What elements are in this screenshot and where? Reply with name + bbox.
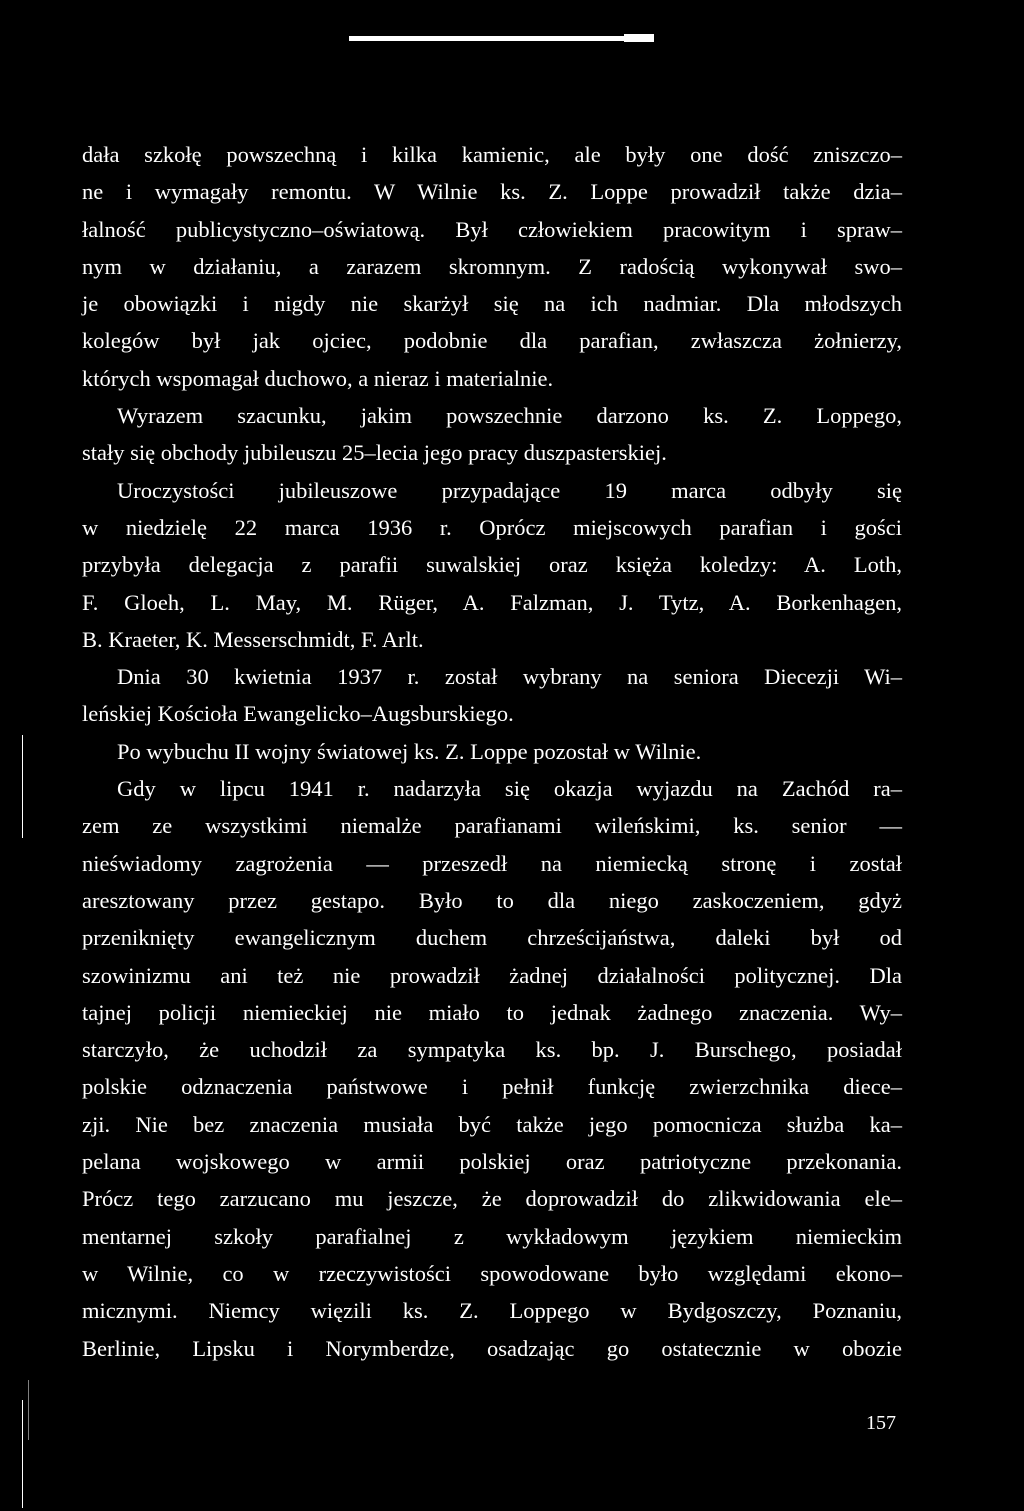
page-number: 157 [866, 1412, 896, 1434]
text-line: dała szkołę powszechną i kilka kamienic, ale były one dość zniszczo– [82, 142, 902, 167]
text-line: F. Gloeh, L. May, M. Rüger, A. Falzman, J. Tytz, A. Borkenhagen, [82, 589, 902, 615]
text-line: Dnia 30 kwietnia 1937 r. został wybrany na seniora Diecezji Wi– [117, 664, 902, 690]
text-line: pelana wojskowego w armii polskiej oraz patriotyczne przekonania. [82, 1149, 902, 1175]
top-rule [349, 36, 654, 41]
text-line: stały się obchody jubileuszu 25–lecia jego pracy duszpasterskiej. [82, 440, 667, 466]
text-line: Wyrazem szacunku, jakim powszechnie darzono ks. Z. Loppego, [117, 403, 902, 429]
text-line: mentarnej szkoły parafialnej z wykładowym językiem niemieckim [82, 1223, 902, 1249]
text-line: Gdy w lipcu 1941 r. nadarzyła się okazja wyjazdu na Zachód ra– [117, 776, 902, 802]
text-line: tajnej policji niemieckiej nie miało to jednak żadnego znaczenia. Wy– [82, 999, 902, 1025]
scan-edge-mark [22, 735, 23, 838]
scan-edge-mark [22, 1400, 23, 1508]
text-line: leńskiej Kościoła Ewangelicko–Augsburskiego. [82, 701, 514, 727]
text-line: Prócz tego zarzucano mu jeszcze, że doprowadził do zlikwidowania ele– [82, 1186, 902, 1212]
text-line: kolegów był jak ojciec, podobnie dla parafian, zwłaszcza żołnierzy, [82, 328, 902, 354]
text-line: przeniknięty ewangelicznym duchem chrześcijaństwa, daleki był od [82, 925, 902, 951]
text-line: ne i wymagały remontu. W Wilnie ks. Z. Loppe prowadził także dzia– [82, 179, 902, 205]
text-line: Po wybuchu II wojny światowej ks. Z. Loppe pozostał w Wilnie. [117, 738, 702, 764]
text-line: Berlinie, Lipsku i Norymberdze, osadzając go ostatecznie w obozie [82, 1335, 902, 1361]
text-line: B. Kraeter, K. Messerschmidt, F. Arlt. [82, 626, 424, 652]
text-line: nym w działaniu, a zarazem skromnym. Z radością wykonywał swo– [82, 253, 902, 279]
text-line: w Wilnie, co w rzeczywistości spowodowane było względami ekono– [82, 1260, 902, 1286]
text-line: łalność publicystyczno–oświatową. Był człowiekiem pracowitym i spraw– [82, 216, 902, 242]
body-text [82, 136, 902, 1367]
text-line: szowinizmu ani też nie prowadził żadnej działalności politycznej. Dla [82, 962, 902, 988]
text-line: micznymi. Niemcy więzili ks. Z. Loppego w Bydgoszczy, Poznaniu, [82, 1298, 902, 1324]
text-line: polskie odznaczenia państwowe i pełnił funkcję zwierzchnika diece– [82, 1074, 902, 1100]
scan-edge-mark [28, 1380, 29, 1440]
text-line: Uroczystości jubileuszowe przypadające 19 marca odbyły się [117, 477, 902, 503]
text-line: przybyła delegacja z parafii suwalskiej oraz księża koledzy: A. Loth, [82, 552, 902, 578]
text-line: je obowiązki i nigdy nie skarżył się na ich nadmiar. Dla młodszych [82, 291, 902, 317]
text-line: zji. Nie bez znaczenia musiała być także jego pomocnicza służba ka– [82, 1111, 902, 1137]
text-line: których wspomagał duchowo, a nieraz i materialnie. [82, 365, 554, 391]
text-line: w niedzielę 22 marca 1936 r. Oprócz miejscowych parafian i gości [82, 514, 902, 540]
text-line: nieświadomy zagrożenia — przeszedł na niemiecką stronę i został [82, 850, 902, 876]
text-line: starczyło, że uchodził za sympatyka ks. bp. J. Burschego, posiadał [82, 1037, 902, 1063]
text-line: aresztowany przez gestapo. Było to dla niego zaskoczeniem, gdyż [82, 887, 902, 913]
text-line: zem ze wszystkimi niemalże parafianami wileńskimi, ks. senior — [82, 813, 902, 839]
